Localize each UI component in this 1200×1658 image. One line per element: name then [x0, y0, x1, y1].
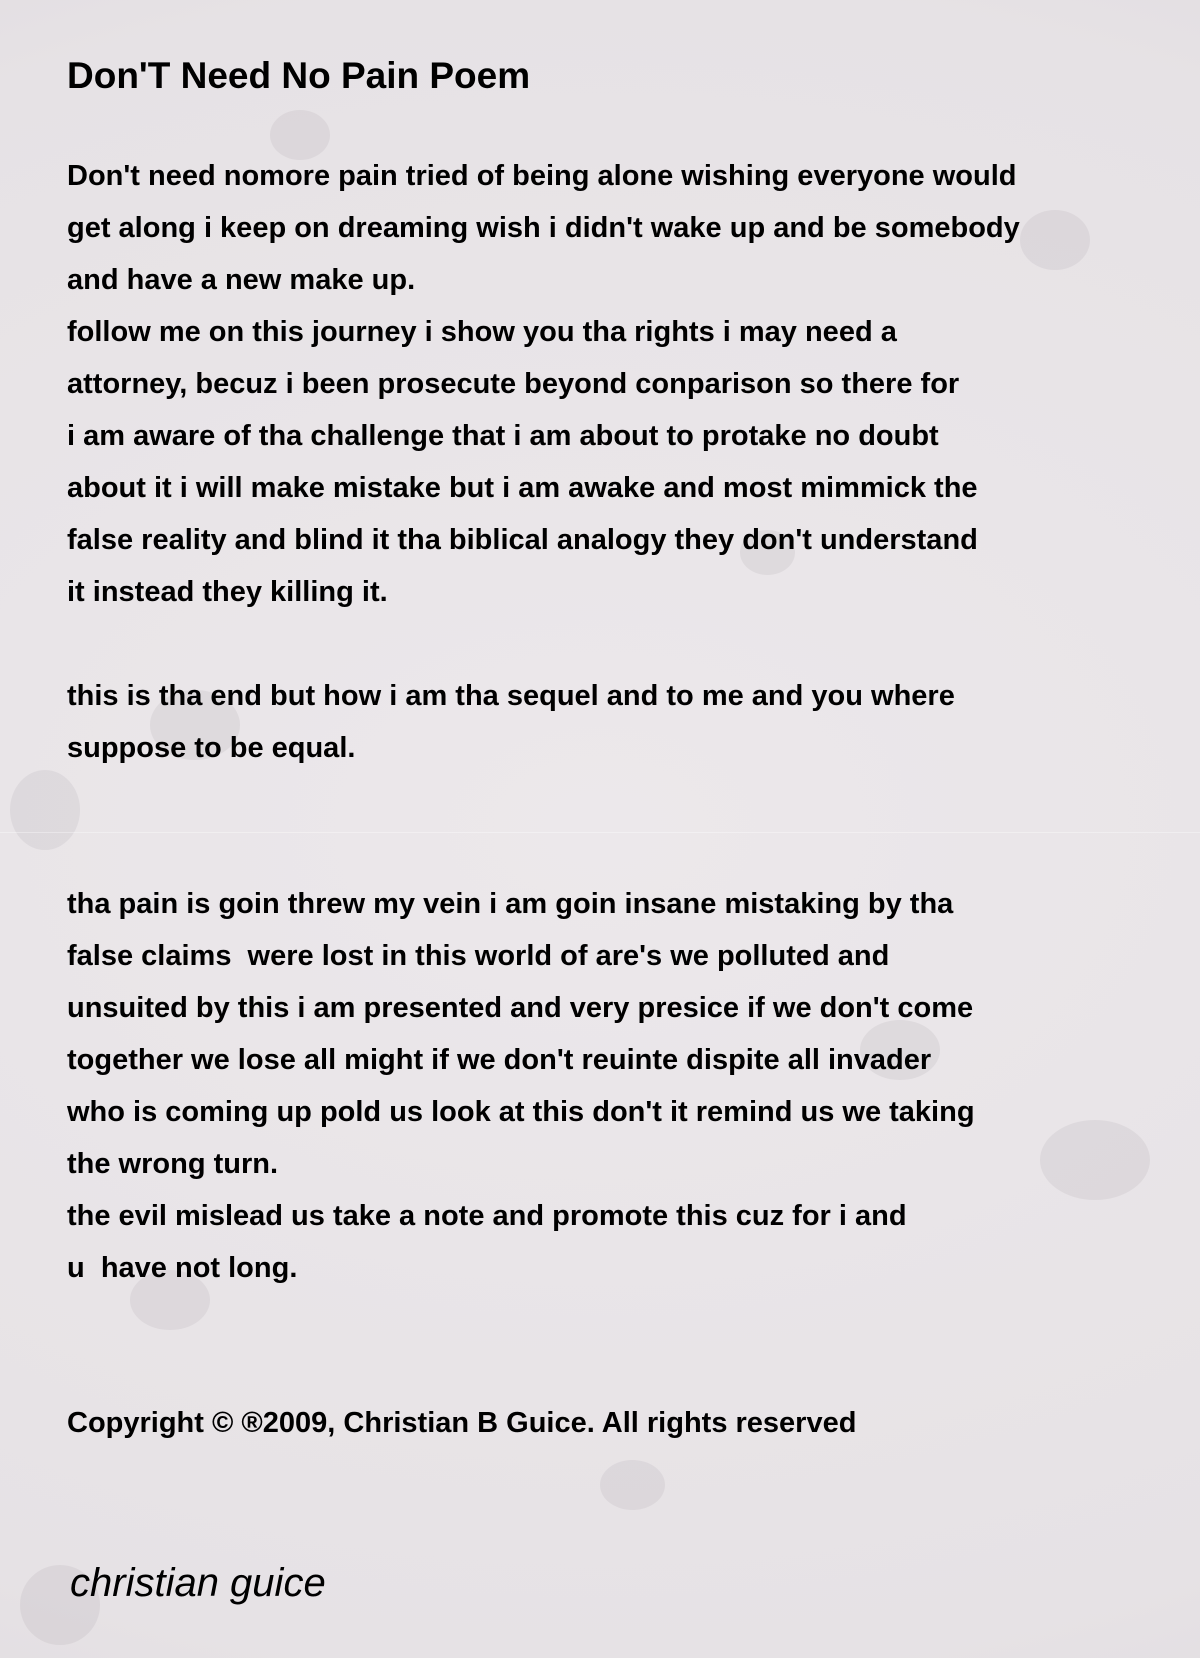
poem-line: tha pain is goin threw my vein i am goin insane mistaking by tha	[67, 888, 954, 920]
copyright-notice: Copyright © ®2009, Christian B Guice. All rights reserved	[67, 1407, 857, 1439]
poem-line: it instead they killing it.	[67, 576, 388, 608]
poem-line: i am aware of tha challenge that i am about to protake no doubt	[67, 420, 939, 452]
poem-line: suppose to be equal.	[67, 732, 356, 764]
author-name: christian guice	[70, 1561, 326, 1605]
ink-blot	[600, 1460, 665, 1510]
poem-line: the evil mislead us take a note and promote this cuz for i and	[67, 1200, 907, 1232]
poem-line	[67, 826, 1020, 878]
poem-line: false claims were lost in this world of are's we polluted and	[67, 940, 890, 972]
poem-line: attorney, becuz i been prosecute beyond conparison so there for	[67, 368, 960, 400]
poem-line: about it i will make mistake but i am awake and most mimmick the	[67, 472, 978, 504]
poem-title: Don'T Need No Pain Poem	[67, 55, 531, 96]
poem-line	[67, 618, 1020, 670]
poem-line: the wrong turn.	[67, 1148, 279, 1180]
poem-line: follow me on this journey i show you tha rights i may need a	[67, 316, 897, 348]
poem-line: unsuited by this i am presented and very presice if we don't come	[67, 992, 974, 1024]
ink-blot	[1040, 1120, 1150, 1200]
poem-line	[67, 774, 1020, 826]
poem-line: get along i keep on dreaming wish i didn't wake up and be somebody	[67, 212, 1020, 244]
poem-body	[67, 150, 1020, 1294]
ink-blot	[1020, 210, 1090, 270]
poem-line: false reality and blind it tha biblical analogy they don't understand	[67, 524, 978, 556]
poem-line: who is coming up pold us look at this don't it remind us we taking	[67, 1096, 975, 1128]
poem-line: and have a new make up.	[67, 264, 416, 296]
poem-line: u have not long.	[67, 1252, 298, 1284]
poem-line: this is tha end but how i am tha sequel and to me and you where	[67, 680, 955, 712]
poem-line: together we lose all might if we don't reuinte dispite all invader	[67, 1044, 932, 1076]
poem-line: Don't need nomore pain tried of being alone wishing everyone would	[67, 160, 1017, 192]
